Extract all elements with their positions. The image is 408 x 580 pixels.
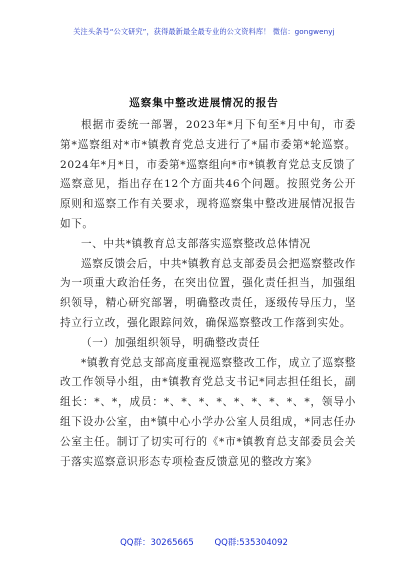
document-body xyxy=(60,116,356,472)
footer-contact xyxy=(0,536,408,548)
footer-qq-group-2: QQ群:535304092 xyxy=(214,538,288,548)
paragraph-overview: 巡察反馈会后，中共*镇教育总支部委员会把巡察整改作为一项重大政治任务，在突出位置，强化责任担当，加强组织领导，精心研究部署，明确整改责任，逐级传导压力，坚持立行立改，强化跟踪问效，确保巡察整改工作落到实处。 xyxy=(60,257,356,329)
paragraph-intro: 根据市委统一部署，2023年*月下旬至*月中旬，市委第*巡察组对*市*镇教育党总支进行了*届市委第*轮巡察。2024年*月*日，市委第*巡察组向*市*镇教育党总支反馈了巡察意见，指出存在12个方面共46个问题。按照党务公开原则和巡察工作有关要求，现将巡察集中整改进展情况报告如下。 xyxy=(60,119,356,230)
header-banner: 关注头条号“公文研究”，获得最新最全最专业的公文资料库！ 微信：gongwenyj xyxy=(73,27,335,36)
footer-qq-group-1: QQ群：30265665 xyxy=(120,538,194,548)
section-heading-1: 一、中共*镇教育总支部落实巡察整改总体情况 xyxy=(81,237,311,250)
subsection-heading-1: （一）加强组织领导，明确整改责任 xyxy=(81,336,261,349)
document-title: 巡察集中整改进展情况的报告 xyxy=(129,97,279,109)
paragraph-leadership: *镇教育党总支部高度重视巡察整改工作，成立了巡察整改工作领导小组，由*镇教育党总支书记*同志担任组长，副组长：*、*，成员：*、*、*、*、*、*、*、*、*，领导小组下设办公室，由*镇中心小学办公室人员组成，*同志任办公室主任。制订了切实可行的《*市*镇教育总支部委员会关于落实巡察意识形态专项检查反馈意见的整改方案》 xyxy=(60,356,356,468)
